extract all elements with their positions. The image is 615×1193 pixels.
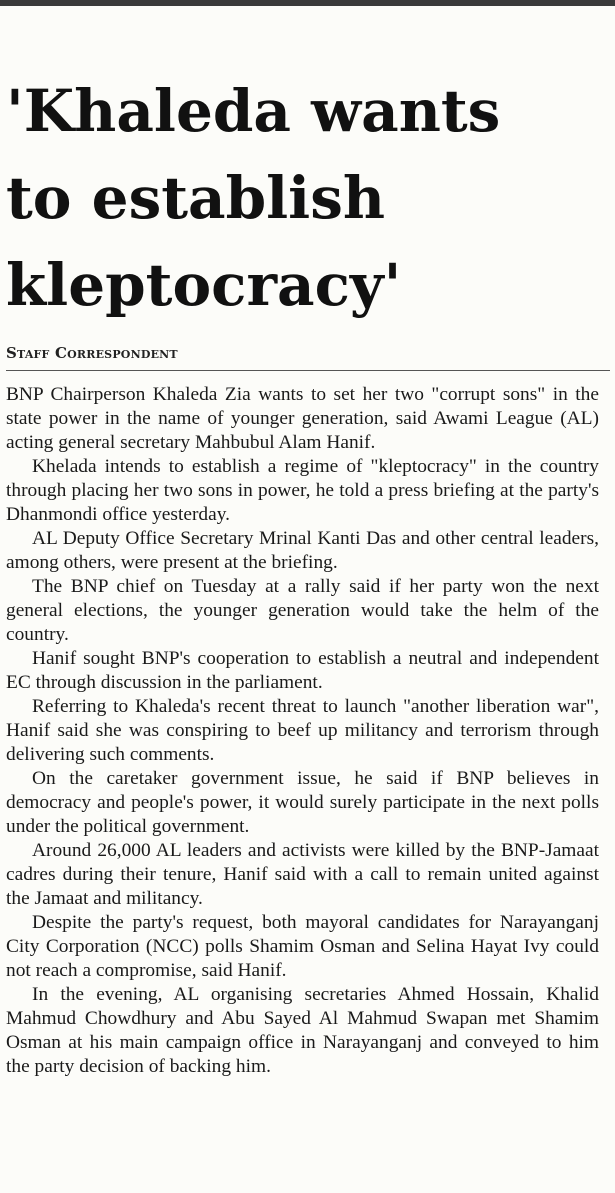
headline — [6, 68, 606, 329]
headline-line-2: to establish — [6, 164, 386, 232]
paragraph-9: Despite the party's request, both mayoral candidates for Narayanganj City Corporation (NCC) polls Shamim Osman and Selina Hayat Ivy could not reach a compromise, said Hanif. — [6, 912, 599, 981]
paragraph-4: The BNP chief on Tuesday at a rally said if her party won the next general elections, the younger generation would take the helm of the country. — [6, 576, 599, 645]
paragraph-1: BNP Chairperson Khaleda Zia wants to set her two "corrupt sons" in the state power in the name of younger generation, said Awami League (AL) acting general secretary Mahbubul Alam Hanif. — [6, 384, 599, 453]
headline-line-1: 'Khaleda wants — [6, 77, 501, 145]
paragraph-2: Khelada intends to establish a regime of "kleptocracy" in the country through placing her two sons in power, he told a press briefing at the party's Dhanmondi office yesterday. — [6, 456, 599, 525]
byline: Staff Correspondent — [6, 344, 178, 362]
paragraph-3: AL Deputy Office Secretary Mrinal Kanti Das and other central leaders, among others, were present at the briefing. — [6, 528, 599, 573]
paragraph-7: On the caretaker government issue, he said if BNP believes in democracy and people's power, it would surely participate in the next polls under the political government. — [6, 768, 599, 837]
byline-divider — [6, 370, 610, 371]
paragraph-8: Around 26,000 AL leaders and activists were killed by the BNP-Jamaat cadres during their tenure, Hanif said with a call to remain united against the Jamaat and militancy. — [6, 840, 599, 909]
article-body — [6, 383, 599, 1079]
headline-line-3: kleptocracy' — [6, 251, 402, 319]
paragraph-6: Referring to Khaleda's recent threat to launch "another liberation war", Hanif said she was conspiring to beef up militancy and terrorism through delivering such comments. — [6, 696, 599, 765]
paragraph-10: In the evening, AL organising secretaries Ahmed Hossain, Khalid Mahmud Chowdhury and Abu Sayed Al Mahmud Swapan met Shamim Osman at his main campaign office in Narayanganj and conveyed to him the party decision of backing him. — [6, 984, 599, 1077]
paragraph-5: Hanif sought BNP's cooperation to establish a neutral and independent EC through discussion in the parliament. — [6, 648, 599, 693]
